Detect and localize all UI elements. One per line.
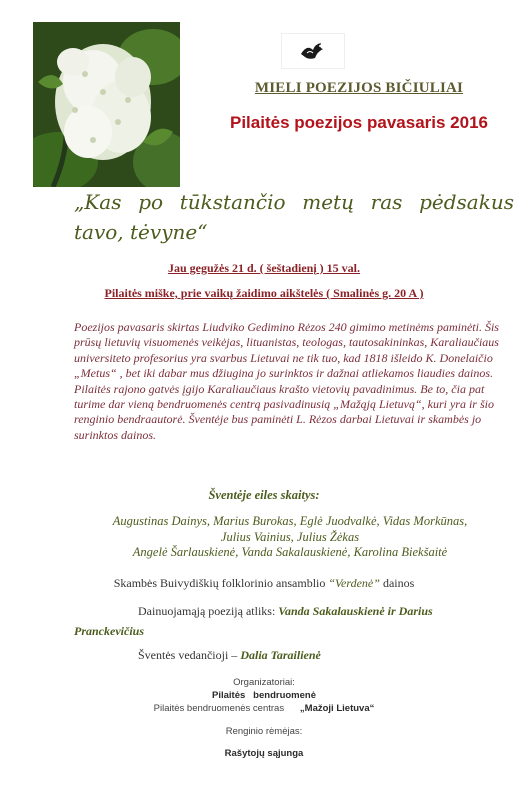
host-line <box>138 648 498 663</box>
readers-line: Angelė Šarlauskienė, Vanda Sakalauskienė, Karolina Biekšaitė <box>132 545 448 559</box>
host-prefix: Šventės vedančioji – <box>138 648 238 662</box>
ensemble-line <box>0 576 528 591</box>
sponsor-label: Renginio rėmėjas: <box>225 726 303 737</box>
readers-line: Julius Vainius, Julius Žėkas <box>220 529 360 544</box>
bird-logo <box>281 33 345 69</box>
poetry-performers-surname: Pranckevičius <box>74 624 144 638</box>
event-date: Jau gegužės 21 d. ( šeštadienį ) 15 val. <box>168 261 360 275</box>
ensemble-suffix: dainos <box>382 576 415 590</box>
organizer-center <box>0 703 528 714</box>
organizers-label: Organizatoriai: <box>233 677 295 688</box>
lilac-photo <box>33 22 180 187</box>
organizer-name: Pilaitės bendruomenė <box>212 690 316 701</box>
poetry-prefix: Dainuojamąją poeziją atliks: <box>138 604 276 618</box>
lilac-blossom-image <box>33 22 180 187</box>
event-description: Poezijos pavasaris skirtas Liudviko Gedimino Rėzos 240 gimimo metinėms paminėti. Šis prūsų lietuvių visuomenės veikėjas, lituanistas, teologas, tautosakininkas, Karaliaučiaus universiteto profesorius yra svarbus Lietuvai ne tik tuo, kad 1818 išleido K. Donelaičio „Metus“ , bet iki dabar mus džiugina jo surinktos ir dažnai atliekamos liaudies dainos. Pilaitės rajono gatvės įgijo Karaliaučiaus krašto vietovių pavadinimus. Be to, čia pat turime dar vieną bendruomenės centrą pasivadinusią „Mažąją Lietuvą“, kuri yra ir šio renginio bendraautorė. Šventėje bus paminėti L. Rėzos darbai Lietuvai ir skambės jo surinktos dainos. <box>74 320 499 442</box>
quote: „Kas po tūkstančio metų ras pėdsakus tavo, tėvyne“ <box>74 190 514 244</box>
event-place: Pilaitės miške, prie vaikų žaidimo aikštelės ( Smalinės g. 20 A ) <box>104 286 424 300</box>
greeting-heading: MIELI POEZIJOS BIČIULIAI <box>254 80 464 96</box>
ensemble-prefix: Skambės Buivydiškių folklorinio ansamblio <box>113 576 326 590</box>
readers-line: Augustinas Dainys, Marius Burokas, Eglė Juodvalkė, Vidas Morkūnas, <box>112 514 468 528</box>
readers-list <box>80 514 500 561</box>
organizer-center-prefix: Pilaitės bendruomenės centras <box>153 703 285 714</box>
readers-heading: Šventėje eiles skaitys: <box>208 488 320 502</box>
organizer-center-name: „Mažoji Lietuva“ <box>299 703 375 714</box>
poetry-performers <box>74 601 494 641</box>
ensemble-name: “Verdenė” <box>328 576 380 590</box>
bird-logo-icon <box>299 40 327 62</box>
host-name: Dalia Tarailienė <box>240 648 321 662</box>
sponsor-name: Rašytojų sąjunga <box>224 748 304 759</box>
event-title: Pilaitės poezijos pavasaris 2016 <box>230 113 488 132</box>
poetry-performers-names: Vanda Sakalauskienė ir Darius <box>278 604 433 618</box>
